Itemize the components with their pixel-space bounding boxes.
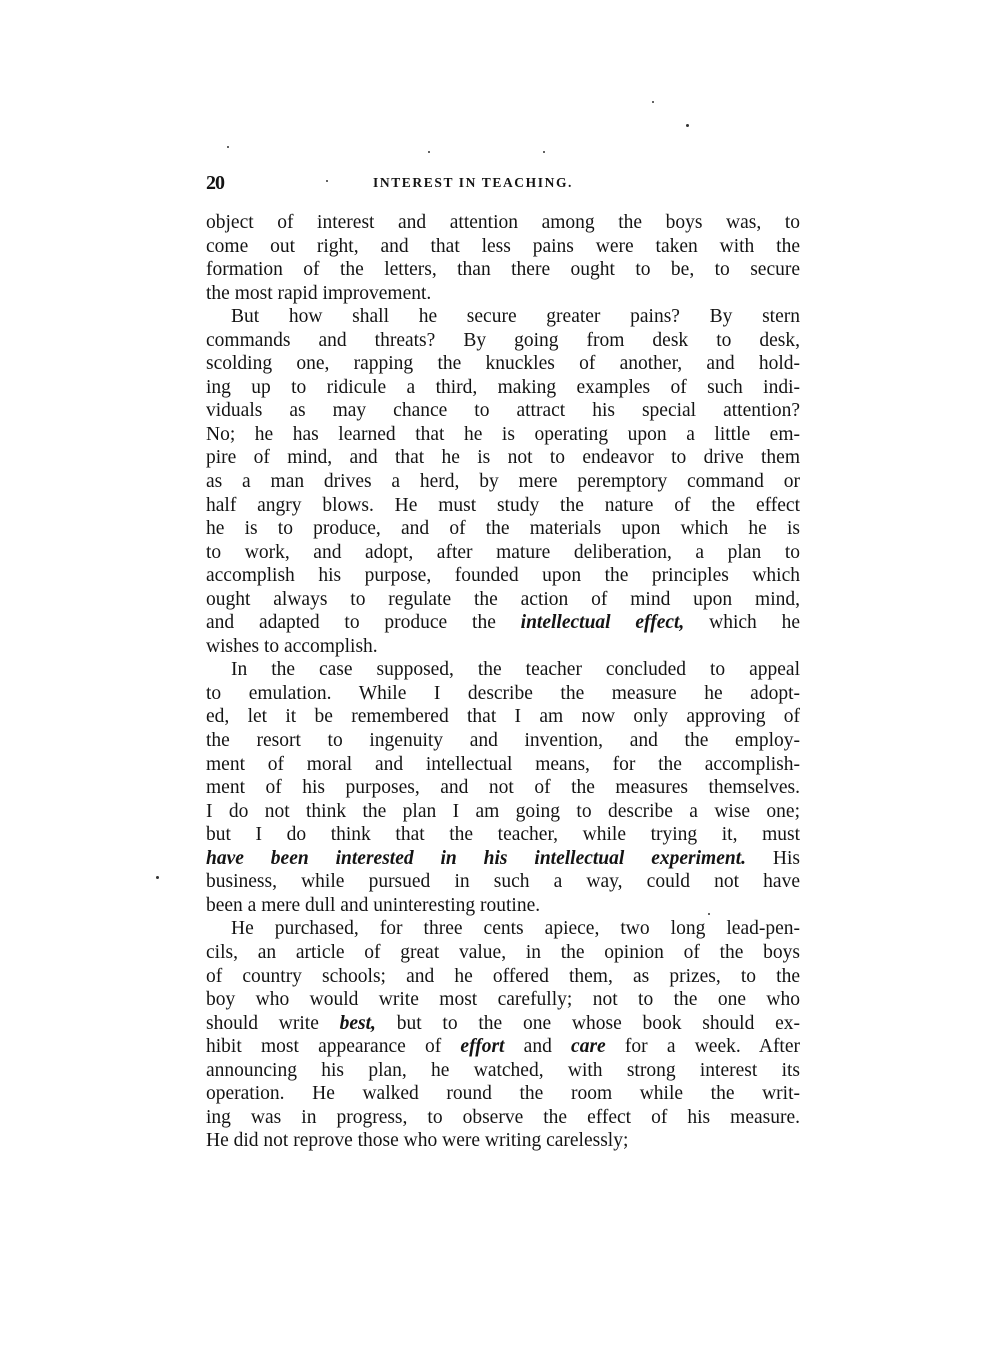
text-line: ment of his purposes, and not of the measures themselves. [206,777,800,799]
paragraph [206,917,800,1152]
emphasis: intellectual effect, [520,612,685,634]
text-line: the most rapid improvement. [206,282,432,304]
text-line: he is to produce, and of the materials upon which he is [206,518,800,540]
text-line: hibit most appearance of effort and care for a week. After [206,1036,800,1058]
text-line: accomplish his purpose, founded upon the principles which [206,565,800,587]
scan-speck [652,101,654,103]
text-line: to emulation. While I describe the measure he adopt- [206,682,800,704]
text-line: cils, an article of great value, in the opinion of the boys [206,941,800,963]
running-title: INTEREST IN TEACHING. [373,175,574,190]
text-line: pire of mind, and that he is not to endeavor to drive them [206,447,800,469]
text-line: of country schools; and he offered them, as prizes, to the [206,965,800,987]
text-line: commands and threats? By going from desk to desk, [206,329,800,351]
paragraph [206,305,800,658]
text-line: have been interested in his intellectual experiment. His [206,847,801,869]
text-line: I do not think the plan I am going to describe a wise one; [206,800,800,822]
text-line: been a mere dull and uninteresting routine. [206,894,541,916]
text-line: as a man drives a herd, by mere peremptory command or [206,471,800,493]
text-line: should write best, but to the one whose book should ex- [206,1012,800,1034]
paragraph [206,211,800,305]
paragraph [206,658,800,917]
emphasis: best, [339,1012,376,1034]
text-line: He purchased, for three cents apiece, two long lead-pen- [231,918,800,940]
text-line: In the case supposed, the teacher concluded to appeal [231,659,800,681]
page-header [206,172,802,194]
page-number: 20 [206,172,224,194]
text-line: scolding one, rapping the knuckles of another, and hold- [206,353,800,375]
text-line: ing up to ridicule a third, making examples of such indi- [206,376,800,398]
text-line: wishes to accomplish. [206,635,378,657]
scan-speck [543,151,545,153]
text-line: the resort to ingenuity and invention, and the employ- [206,730,800,752]
text-line: He did not reprove those who were writing carelessly; [206,1130,629,1152]
text-line: operation. He walked round the room while the writ- [206,1083,800,1105]
body-text [206,211,800,1153]
text-line: announcing his plan, he watched, with strong interest its [206,1059,800,1081]
scan-speck [156,876,159,879]
text-line: business, while pursued in such a way, could not have [206,871,800,893]
text-line: ing was in progress, to observe the effect of his measure. [206,1106,800,1128]
text-line: object of interest and attention among the boys was, to [206,212,800,233]
emphasis: have been interested in his intellectual experiment. [206,847,747,869]
text-line: ought always to regulate the action of mind upon mind, [206,588,800,610]
text-line: No; he has learned that he is operating upon a little em- [206,423,800,445]
emphasis: care [571,1036,606,1058]
scan-speck [227,146,229,148]
text-line: to work, and adopt, after mature deliberation, a plan to [206,541,800,563]
text-line: and adapted to produce the intellectual effect, which he [206,612,800,634]
text-line: formation of the letters, than there ought to be, to secure [206,259,800,281]
text-line: ment of moral and intellectual means, for the accomplish- [206,753,800,775]
text-line: but I do think that the teacher, while trying it, must [206,824,800,846]
text-line: viduals as may chance to attract his special attention? [206,400,800,422]
text-line: half angry blows. He must study the nature of the effect [206,494,800,516]
scan-speck [428,151,430,153]
text-line: come out right, and that less pains were taken with the [206,235,800,257]
emphasis: effort [460,1036,505,1058]
text-line: boy who would write most carefully; not to the one who [206,989,800,1011]
scan-speck [686,124,689,127]
text-line: ed, let it be remembered that I am now only approving of [206,706,800,728]
text-line: But how shall he secure greater pains? By stern [231,306,800,328]
